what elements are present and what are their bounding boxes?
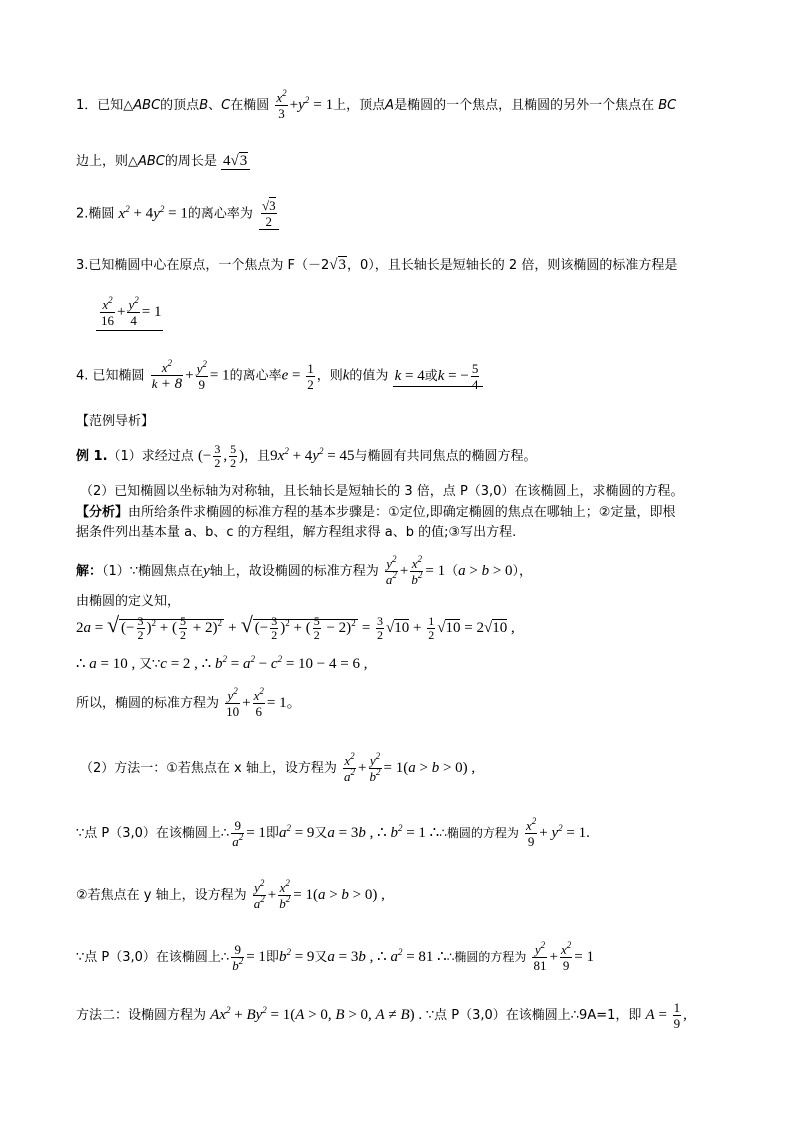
answer-3: $\frac{x^2}{16}$ + $\frac{y^2}{4}$ = 1 [96, 297, 163, 331]
answer-1: 4√3 [221, 153, 250, 170]
text: ABC [133, 98, 161, 113]
text: B [199, 98, 209, 113]
text: 又∵ [139, 657, 161, 672]
solution-line-3: 2a = √ (− $\frac{3}{2}$ )$^2$ + ( $\frac{5}{2}$ + 2)$^2$ + √ (− $\frac{3}{2}$ )$^2$ + ( $\frac{5}{2}$ − 2)$^2$ = $\frac{3}{2}$ √10 + $\frac{1}{2}$ √10 = 2√10 , [76, 612, 515, 643]
text: 的值为 [349, 368, 389, 384]
text: ）， [512, 564, 533, 579]
solution-line-5: 所以，椭圆的标准方程为 $\frac{y^2}{10}$ + $\frac{x^2}{6}$ = 1。 [76, 686, 302, 719]
answer-4: k = 4或k = − $\frac{5}{4}$ [393, 369, 484, 387]
text: ∵点 P（3,0）在该椭圆上∴ [76, 826, 230, 841]
text: ②若焦点在 y 轴上，设方程为 [76, 888, 247, 903]
solution-line-2: 由椭圆的定义知， [76, 594, 181, 609]
text: ∵点 P（3,0）在该椭圆上∴ [76, 950, 230, 965]
text: ∴椭圆的方程为 [446, 950, 527, 964]
problem-3: 3.已知椭圆中心在原点，一个焦点为 F（－2√3，0），且长轴长是短轴长的 2 倍，则该椭圆的标准方程是 [76, 257, 678, 273]
text: 解： [76, 564, 103, 579]
text: 2.椭圆 [76, 206, 115, 222]
text: ∵点 P（3,0）在该椭圆上∴9A=1，即 [425, 1008, 642, 1023]
text: ，0），且长轴长是短轴长的 2 倍，则该椭圆的标准方程是 [347, 258, 678, 273]
solution-line-8: ②若焦点在 y 轴上，设方程为 $\frac{y^2}{a^2}$ + $\frac{x^2}{b^2}$ = 1(a > b > 0) , [76, 878, 385, 911]
analysis-line-1 [76, 505, 675, 521]
solution-line-10: 方法二：设椭圆方程为 $Ax^2 + By^2 = 1(A > 0$, B > 0, A ≠ B) . ∵点 P（3,0）在该椭圆上∴9A=1，即 A = $\frac{1}{9}$ , [76, 1000, 687, 1031]
text: 与椭圆有共同焦点的椭圆方程。 [354, 449, 537, 464]
math-fraction: $\frac{x^2}{3}$ [276, 88, 287, 121]
text: 、 [208, 98, 222, 113]
example-1-q1: 例 1.（1）求经过点 (− $\frac{3}{2}$ , $\frac{5}{2}$ )，且$9x^2 + 4y^2 = 45$与椭圆有共同焦点的椭圆方程。 [76, 442, 537, 470]
text: 例 1. [76, 449, 108, 464]
problem-2: 2.椭圆 $x^2 + 4y^2 = 1$的离心率为 $\frac{√3}{2}$ [76, 198, 281, 230]
text: A [385, 98, 395, 113]
text: （1）求经过点 [107, 449, 194, 464]
text: 在椭圆 [230, 98, 270, 113]
text: ，则 [316, 368, 343, 384]
text: 的周长是 [164, 154, 217, 169]
solution-line-9: ∵点 P（3,0）在该椭圆上∴ $\frac{9}{b^2}$ = 1即$b^2 = 9$又a = 3b , ∴ $a^2 = 81$ ∴∴椭圆的方程为 $\frac{y^2}{81}$ + $\frac{x^2}{9}$ = 1 [76, 940, 594, 973]
example-1-q2: （2）已知椭圆以坐标轴为对称轴，且长轴长是短轴长的 3 倍，点 P（3,0）在该椭圆上，求椭圆的方程。 [80, 484, 684, 499]
text: 又 [314, 950, 328, 965]
text: BC [658, 98, 677, 113]
text: 的离心率为 [187, 206, 253, 222]
text: 的离心率 [229, 368, 282, 384]
text: ，且 [244, 449, 271, 464]
text: 由所给条件求椭圆的标准方程的基本步骤是：①定位,即确定椭圆的焦点在哪轴上；②定量，即根 [128, 505, 676, 520]
text: 3.已知椭圆中心在原点，一个焦点为 F（－2 [76, 258, 330, 273]
text: 1．已知△ [76, 98, 134, 113]
text: 【分析】 [76, 505, 129, 520]
solution-line-4: ∴ a = 10 , 又∵c = 2 , ∴ $b^2 = a^2 - c^2 = 10 - 4 = 6$ , [76, 654, 368, 672]
text: 又 [314, 826, 328, 841]
text: 所以，椭圆的标准方程为 [76, 696, 220, 711]
text: 4. 已知椭圆 [76, 368, 145, 384]
text: （1）∵椭圆焦点在 [102, 564, 204, 579]
text: C [221, 98, 231, 113]
text: （2）方法一：①若焦点在 x 轴上，设方程为 [80, 761, 337, 776]
solution-line-7: ∵点 P（3,0）在该椭圆上∴ $\frac{9}{a^2}$ = 1即$a^2 = 9$又a = 3b , ∴ $b^2 = 1$ ∴∴椭圆的方程为 $\frac{x^2}{9}$ + $y^2 = 1$. [76, 816, 590, 849]
problem-1-line-2 [76, 152, 250, 170]
problem-4: 4. 已知椭圆 $\frac{x^2}{k + 8}$ + $\frac{y^2}{9}$ = 1的离心率e = $\frac{1}{2}$ ，则k的值为 k = 4或k = − $\frac{5}{4}$ [76, 360, 483, 392]
analysis-line-2: 据条件列出基本量 a、b、c 的方程组，解方程组求得 a、b 的值;③写出方程. [76, 525, 517, 540]
text: 即 [265, 950, 279, 965]
text: 即 [265, 826, 279, 841]
text: 边上，则△ [76, 154, 138, 169]
text: ∴椭圆的方程为 [439, 826, 519, 840]
answer-2: $\frac{√3}{2}$ [259, 198, 279, 230]
solution-line-6: （2）方法一：①若焦点在 x 轴上，设方程为 $\frac{x^2}{a^2}$ + $\frac{y^2}{b^2}$ = 1(a > b > 0) , [80, 751, 476, 784]
solution-line-1: 解：（1）∵椭圆焦点在y轴上，故设椭圆的标准方程为 $\frac{y^2}{a^2}$ + $\frac{x^2}{b^2}$ = 1（a > b > 0）， [76, 554, 533, 587]
text: 方法二：设椭圆方程为 [76, 1008, 207, 1023]
text: 是椭圆的一个焦点，且椭圆的另外一个焦点在 [394, 98, 655, 113]
text: ABC [138, 154, 165, 169]
text: 上，顶点 [333, 98, 386, 113]
text: 的顶点 [160, 98, 200, 113]
text: 轴上，故设椭圆的标准方程为 [209, 564, 379, 579]
problem-1-line-1: 1．已知△ABC的顶点B、C在椭圆 $\frac{x^2}{3}$ $+y^2 = 1$上，顶点A是椭圆的一个焦点，且椭圆的另外一个焦点在 BC [76, 88, 677, 121]
text: （ [445, 564, 459, 579]
section-title: 【范例导析】 [76, 414, 155, 429]
